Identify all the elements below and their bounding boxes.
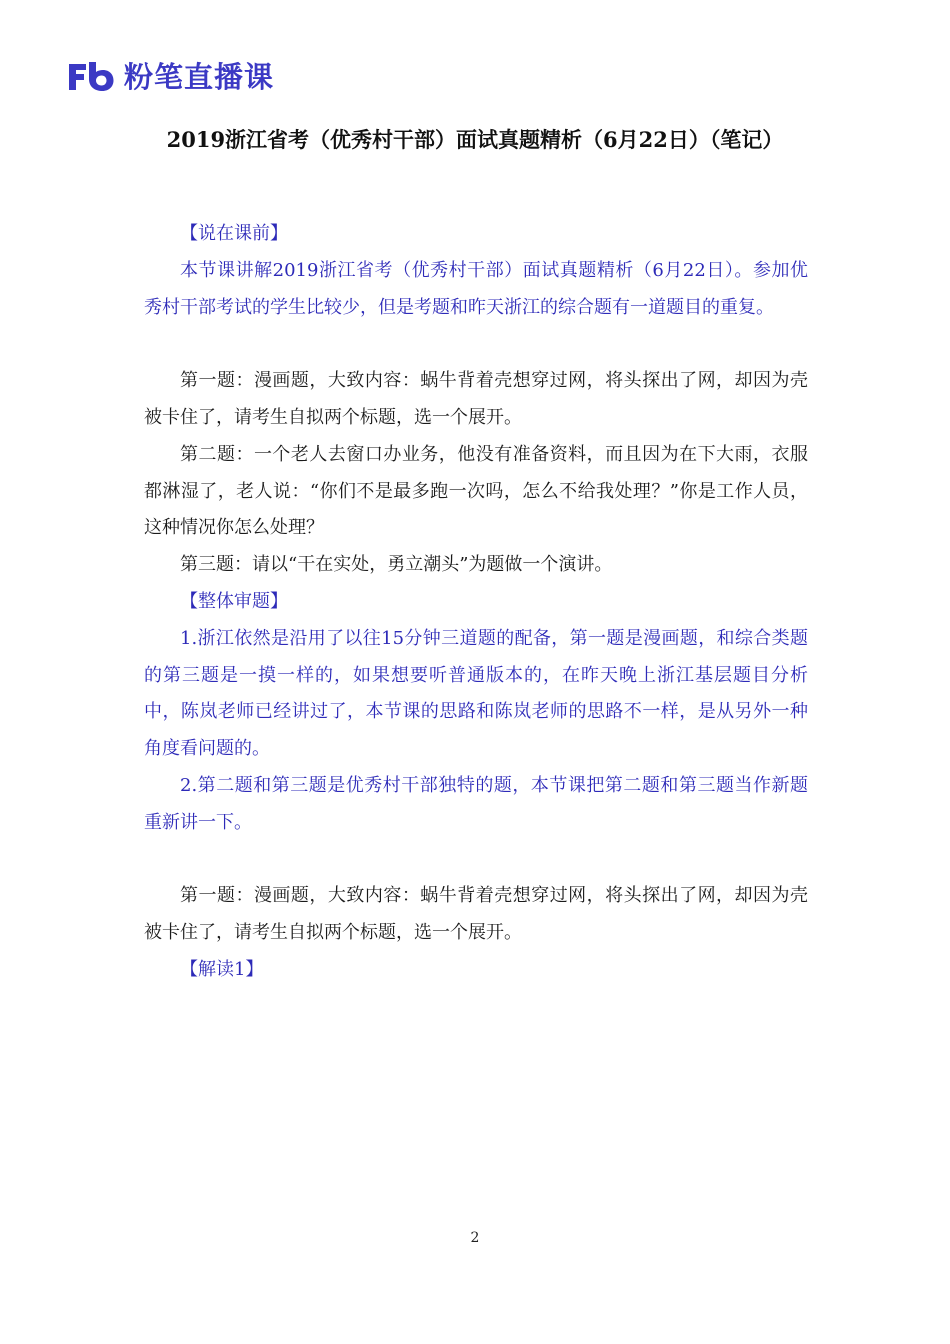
page-number: 2 <box>470 1230 480 1246</box>
document-title: 2019浙江省考（优秀村干部）面试真题精析（6月22日）（笔记） <box>166 127 784 152</box>
document-body <box>144 216 808 989</box>
intro-heading: 【说在课前】 <box>180 223 288 244</box>
intro-paragraph: 本节课讲解2019浙江省考（优秀村干部）面试真题精析（6月22日）。参加优秀村干部考试的学生比较少，但是考题和昨天浙江的综合题有一道题目的重复。 <box>144 259 808 318</box>
question-1-repeat: 第一题：漫画题，大致内容：蜗牛背着壳想穿过网，将头探出了网，却因为壳被卡住了，请考生自拟两个标题，选一个展开。 <box>144 885 808 944</box>
brand-name: 粉笔直播课 <box>124 60 275 94</box>
brand-logo <box>66 60 274 94</box>
review-point-2: 2.第二题和第三题是优秀村干部独特的题，本节课把第二题和第三题当作新题重新讲一下。 <box>144 774 808 833</box>
interpretation-heading: 【解读1】 <box>180 958 264 980</box>
fb-logo-icon <box>66 60 116 94</box>
spacer <box>144 326 808 363</box>
spacer <box>144 842 808 879</box>
question-3: 第三题：请以“干在实处，勇立潮头”为题做一个演讲。 <box>180 554 613 576</box>
review-heading: 【整体审题】 <box>180 590 288 612</box>
question-1: 第一题：漫画题，大致内容：蜗牛背着壳想穿过网，将头探出了网，却因为壳被卡住了，请考生自拟两个标题，选一个展开。 <box>144 370 808 428</box>
review-point-1: 1.浙江依然是沿用了以往15分钟三道题的配备，第一题是漫画题，和综合类题的第三题是一摸一样的，如果想要听普通版本的，在昨天晚上浙江基层题目分析中，陈岚老师已经讲过了，本节课的思路和陈岚老师的思路不一样，是从另外一种角度看问题的。 <box>144 627 808 760</box>
question-2: 第二题：一个老人去窗口办业务，他没有准备资料，而且因为在下大雨，衣服都淋湿了，老人说：“你们不是最多跑一次吗，怎么不给我处理？”你是工作人员，这种情况你怎么处理？ <box>144 443 808 539</box>
